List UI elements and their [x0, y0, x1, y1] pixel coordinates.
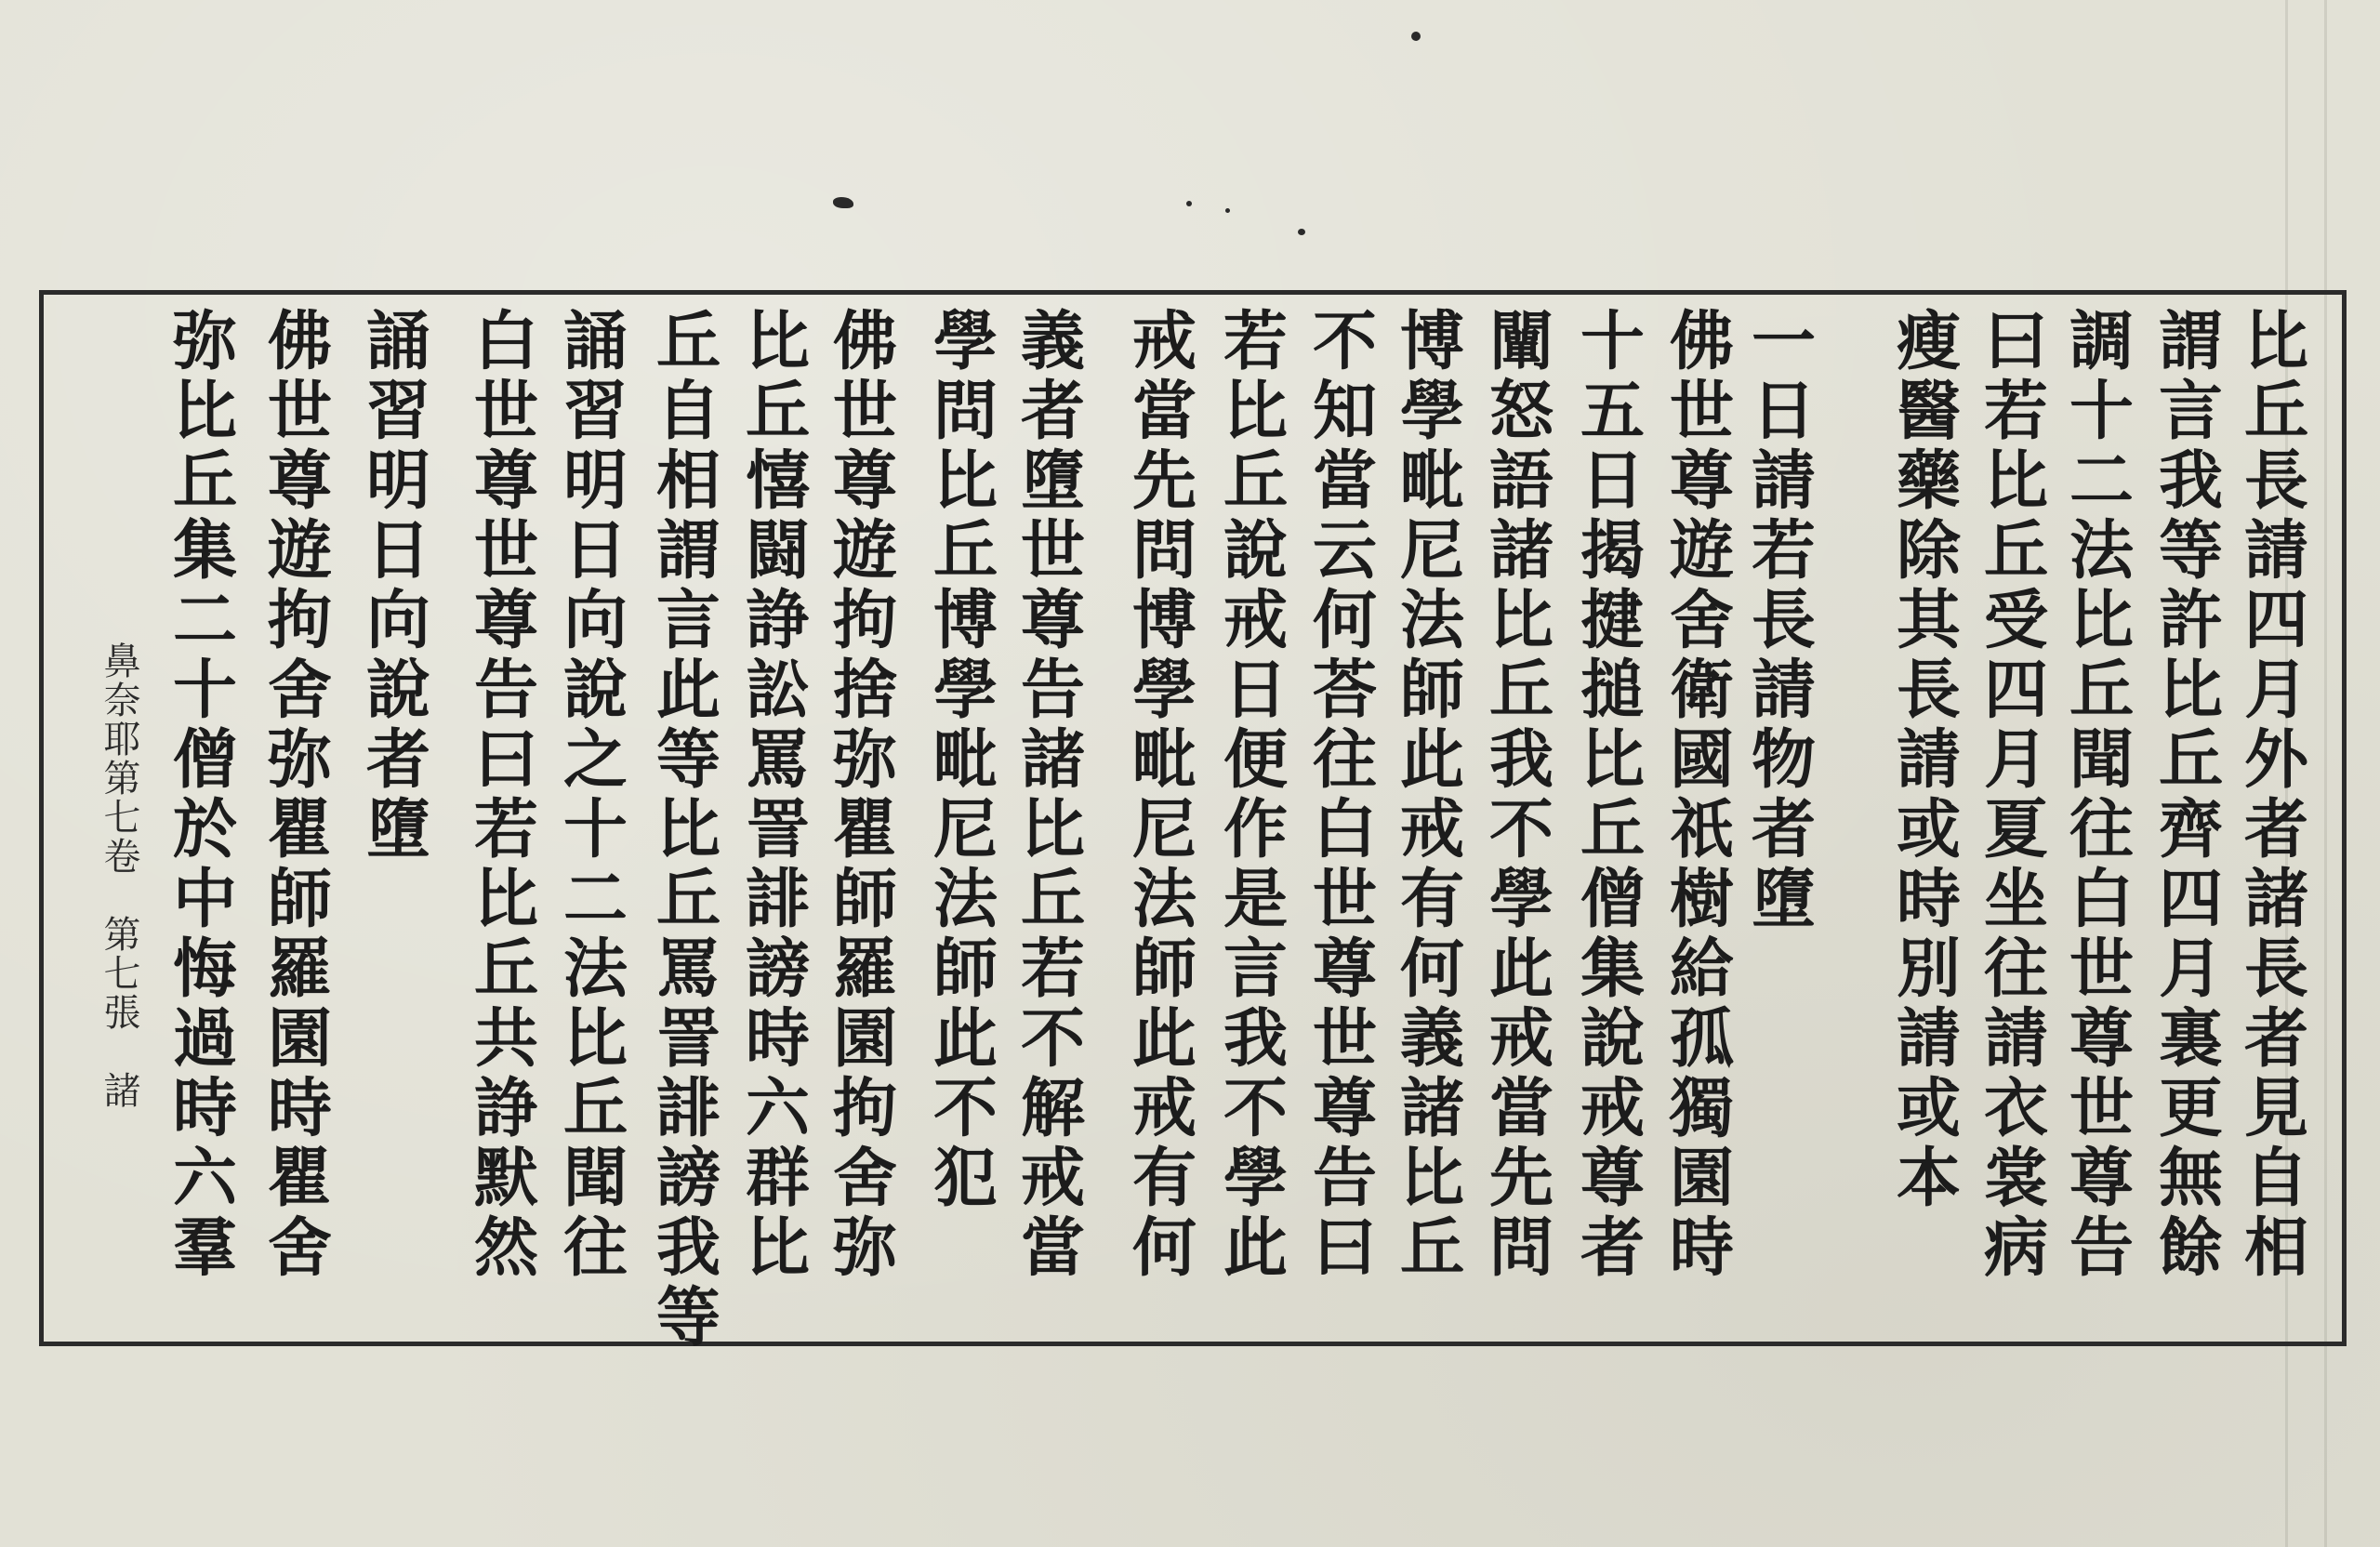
ink-speck: [833, 197, 853, 208]
text-column: 學問比丘博學毗尼法師此不犯: [922, 307, 998, 1213]
text-column: 丘自相謂言此等比丘罵詈誹謗我等: [645, 307, 721, 1353]
text-column: 不知當云何荅往白世尊世尊告曰: [1302, 307, 1377, 1283]
text-column: 誦習明日向說者墮: [355, 307, 430, 865]
text-column: 謂言我等許比丘齊四月裏更無餘: [2148, 307, 2223, 1283]
text-column: 佛世尊遊拘舍弥瞿師羅園時瞿舍: [257, 307, 332, 1283]
text-column: 十五日揭揵搥比丘僧集說戒尊者: [1569, 307, 1645, 1283]
text-column: 調十二法比丘聞往白世尊世尊告: [2058, 307, 2134, 1283]
text-column: 戒當先問博學毗尼法師此戒有何: [1121, 307, 1197, 1283]
page-footer-label: 鼻奈耶第七卷 第七張 諸: [98, 641, 140, 1110]
text-column: 瘦醫藥除其長請或時別請或本: [1885, 307, 1961, 1213]
ink-speck: [1298, 229, 1305, 235]
ink-speck: [1186, 201, 1192, 206]
text-column: 白世尊世尊告曰若比丘共諍默然: [463, 307, 538, 1283]
text-column: 誦習明日向說之十二法比丘聞往: [552, 307, 628, 1283]
text-column: 佛世尊遊舍衛國祇樹給孤獨園時: [1659, 307, 1734, 1283]
text-column: 闡怒語諸比丘我不學此戒當先問: [1478, 307, 1554, 1283]
text-column: 弥比丘集二十僧於中悔過時六羣: [162, 307, 237, 1283]
text-column: 比丘長請四月外者諸長者見自相: [2233, 307, 2308, 1283]
ink-speck: [1225, 208, 1230, 213]
ink-speck: [1411, 32, 1421, 41]
text-column: 曰若比丘受四月夏坐往請衣裳病: [1973, 307, 2048, 1283]
text-column: 比丘憘闘諍訟罵詈誹謗時六群比: [734, 307, 810, 1283]
text-column: 義者墮世尊告諸比丘若不解戒當: [1010, 307, 1085, 1283]
text-column: 一日請若長請物者墮: [1740, 307, 1816, 934]
text-column: 佛世尊遊拘捨弥瞿師羅園拘舍弥: [822, 307, 897, 1283]
text-column: 若比丘說戒日便作是言我不學此: [1212, 307, 1288, 1283]
text-column: 博學毗尼法師此戒有何義諸比丘: [1389, 307, 1464, 1283]
